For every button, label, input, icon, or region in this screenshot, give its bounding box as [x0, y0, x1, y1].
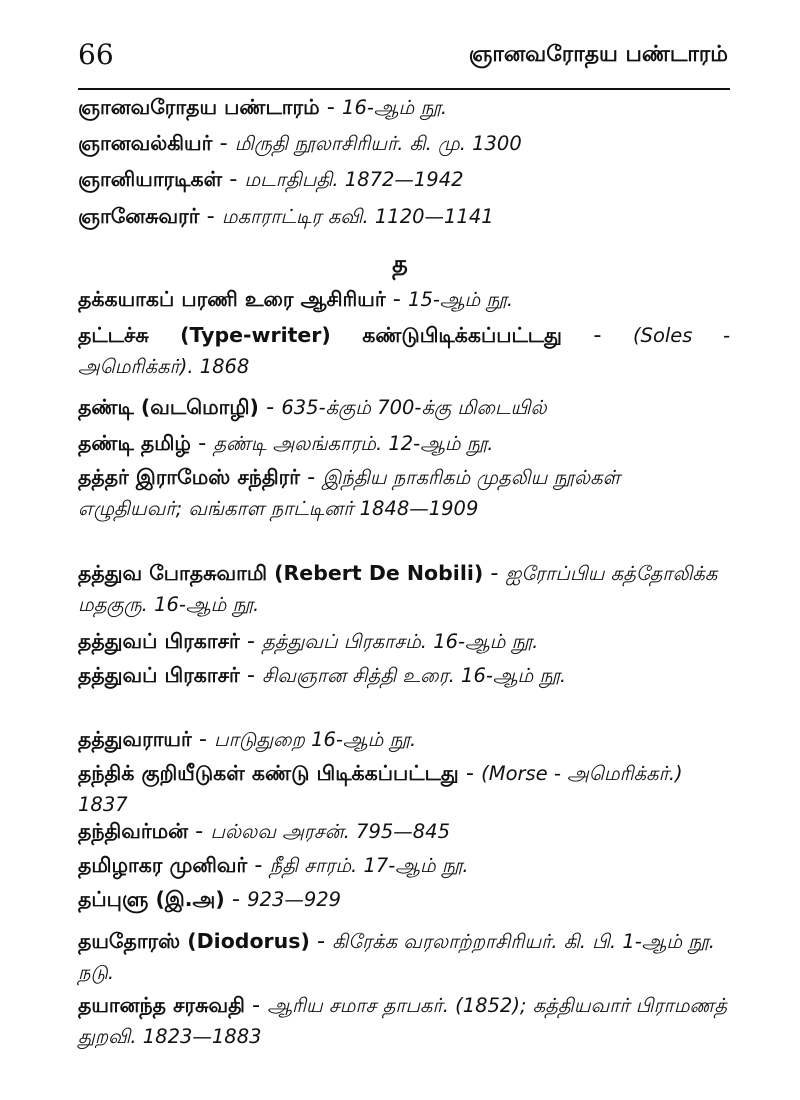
entry-term: தயானந்த சரசுவதி — [78, 993, 245, 1017]
entry: தட்டச்சு (Type-writer) கண்டுபிடிக்கப்பட்டது - (Soles - அமெரிக்கர்). 1868 — [78, 322, 730, 378]
entry-term: தயதோரஸ் (Diodorus) — [78, 929, 310, 953]
entry: தப்புளு (இ.அ) - 923—929 — [78, 886, 342, 912]
entry-term: தக்கயாகப் பரணி உரை ஆசிரியர் — [78, 287, 386, 311]
entry-term: தத்துவ போதசுவாமி (Rebert De Nobili) — [78, 561, 484, 585]
entry-term: ஞானியாரடிகள் — [78, 167, 223, 191]
entry-description: மிருதி நூலாசிரியர். கி. மு. 1300 — [234, 132, 522, 155]
entry-term: தத்துவப் பிரகாசர் — [78, 629, 240, 653]
entry-term: தமிழாகர முனிவர் — [78, 853, 248, 877]
entry: தமிழாகர முனிவர் - நீதி சாரம். 17-ஆம் நூ. — [78, 852, 469, 878]
running-header: ஞானவரோதய பண்டாரம் — [468, 42, 728, 67]
entry-term: ஞானவரோதய பண்டாரம் — [78, 95, 320, 119]
entry-description: (Morse - அமெரிக்கர்.) 1837 — [78, 762, 683, 816]
entry: தத்துவப் பிரகாசர் - சிவஞான சித்தி உரை. 16-ஆம் நூ. — [78, 662, 567, 688]
entry-term: தண்டி (வடமொழி) — [78, 395, 259, 419]
section-letter-heading: த — [392, 250, 408, 278]
entry-term: தத்துவராயர் — [78, 727, 192, 751]
entry-term: ஞானேசுவரர் — [78, 204, 200, 228]
entry-description: (Soles - அமெரிக்கர்). 1868 — [78, 324, 730, 378]
entry: தந்திக் குறியீடுகள் கண்டு பிடிக்கப்பட்டது - (Morse - அமெரிக்கர்.) 1837 — [78, 760, 683, 816]
entry: ஞானியாரடிகள் - மடாதிபதி. 1872—1942 — [78, 166, 464, 192]
entry-term: தந்திவர்மன் — [78, 819, 189, 843]
entry: தந்திவர்மன் - பல்லவ அரசன். 795—845 — [78, 818, 450, 844]
entry-description: கிரேக்க வரலாற்றாசிரியர். கி. பி. 1-ஆம் நூ. நடு. — [78, 930, 715, 984]
entry: தத்தர் இராமேஸ் சந்திரர் - இந்திய நாகரிகம் முதலிய நூல்கள் எழுதியவர்; வங்காள நாட்டினர் 1848—1909 — [78, 464, 621, 520]
entry-description: 923—929 — [247, 888, 342, 911]
entry: தண்டி (வடமொழி) - 635-க்கும் 700-க்கு மிடையில் — [78, 394, 547, 420]
entry-description: சிவஞான சித்தி உரை. 16-ஆம் நூ. — [262, 664, 567, 687]
entry: தண்டி தமிழ் - தண்டி அலங்காரம். 12-ஆம் நூ. — [78, 430, 494, 456]
entry-term: தட்டச்சு (Type-writer) கண்டுபிடிக்கப்பட்டது — [78, 323, 562, 347]
entry-description: 15-ஆம் நூ. — [408, 288, 514, 311]
entry-description: ஐரோப்பிய கத்தோலிக்க மதகுரு. 16-ஆம் நூ. — [78, 562, 718, 616]
entry-description: ஆரிய சமாச தாபகர். (1852); கத்தியவார் பிராமணத் துறவி. 1823—1883 — [78, 994, 728, 1048]
page-number: 66 — [78, 38, 114, 71]
entry-description: மகாராட்டிர கவி. 1120—1141 — [221, 205, 494, 228]
entry-term: தந்திக் குறியீடுகள் கண்டு பிடிக்கப்பட்டது — [78, 761, 459, 785]
entry-description: தண்டி அலங்காரம். 12-ஆம் நூ. — [213, 432, 494, 455]
entry-description: 16-ஆம் நூ. — [342, 96, 448, 119]
entry-description: பாடுதுறை 16-ஆம் நூ. — [214, 728, 417, 751]
entry-term: தத்தர் இராமேஸ் சந்திரர் — [78, 465, 300, 489]
entry: ஞானவல்கியர் - மிருதி நூலாசிரியர். கி. மு. 1300 — [78, 130, 522, 156]
entry-term: ஞானவல்கியர் — [78, 131, 213, 155]
entry: தக்கயாகப் பரணி உரை ஆசிரியர் - 15-ஆம் நூ. — [78, 286, 514, 312]
entry-description: இந்திய நாகரிகம் முதலிய நூல்கள் எழுதியவர்; வங்காள நாட்டினர் 1848—1909 — [78, 466, 621, 520]
entry: தத்துவப் பிரகாசர் - தத்துவப் பிரகாசம். 16-ஆம் நூ. — [78, 628, 539, 654]
entry: தயானந்த சரசுவதி - ஆரிய சமாச தாபகர். (1852); கத்தியவார் பிராமணத் துறவி. 1823—1883 — [78, 992, 728, 1048]
entry-term: தத்துவப் பிரகாசர் — [78, 663, 240, 687]
entry-description: பல்லவ அரசன். 795—845 — [210, 820, 450, 843]
entry-description: நீதி சாரம். 17-ஆம் நூ. — [269, 854, 469, 877]
entry: தத்துவராயர் - பாடுதுறை 16-ஆம் நூ. — [78, 726, 417, 752]
entry: தத்துவ போதசுவாமி (Rebert De Nobili) - ஐரோப்பிய கத்தோலிக்க மதகுரு. 16-ஆம் நூ. — [78, 560, 718, 616]
entry-description: தத்துவப் பிரகாசம். 16-ஆம் நூ. — [262, 630, 539, 653]
entry-term: தண்டி தமிழ் — [78, 431, 191, 455]
entry-description: மடாதிபதி. 1872—1942 — [244, 168, 464, 191]
entry-description: 635-க்கும் 700-க்கு மிடையில் — [281, 396, 547, 419]
entry: தயதோரஸ் (Diodorus) - கிரேக்க வரலாற்றாசிரியர். கி. பி. 1-ஆம் நூ. நடு. — [78, 928, 715, 984]
entry: ஞானேசுவரர் - மகாராட்டிர கவி. 1120—1141 — [78, 203, 494, 229]
entry: ஞானவரோதய பண்டாரம் - 16-ஆம் நூ. — [78, 94, 448, 120]
entry-term: தப்புளு (இ.அ) — [78, 887, 225, 911]
